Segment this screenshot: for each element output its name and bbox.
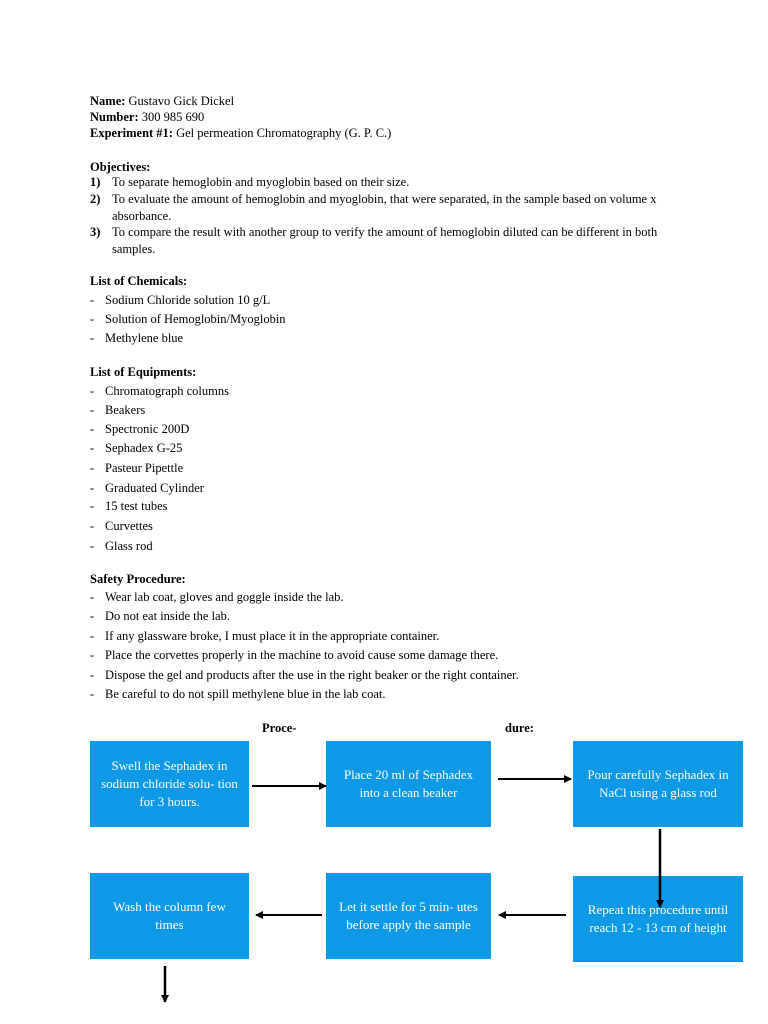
equipment-item: Curvettes bbox=[105, 519, 153, 533]
safety-item: Dispose the gel and products after the use in the right beaker or the right container. bbox=[105, 668, 519, 682]
procedure-heading-part2: dure: bbox=[505, 721, 534, 735]
equipment-item: Sephadex G-25 bbox=[105, 441, 183, 455]
list-item: - Glass rod bbox=[90, 539, 153, 553]
list-item: - Curvettes bbox=[90, 519, 153, 533]
flow-step-text: Let it settle for 5 min- utes before apply the sample bbox=[339, 899, 478, 932]
list-item: - Sephadex G-25 bbox=[90, 441, 183, 455]
list-item: - Dispose the gel and products after the use in the right beaker or the right container. bbox=[90, 668, 519, 682]
safety-item: Wear lab coat, gloves and goggle inside the lab. bbox=[105, 590, 344, 604]
equipment-item: Graduated Cylinder bbox=[105, 481, 204, 495]
chemical-item: Methylene blue bbox=[105, 331, 184, 345]
chemicals-heading: List of Chemicals: bbox=[90, 274, 188, 288]
procedure-heading-part1: Proce- bbox=[262, 721, 297, 735]
equipment-item: Spectronic 200D bbox=[105, 422, 190, 436]
list-item: - Wear lab coat, gloves and goggle inside the lab. bbox=[90, 590, 344, 604]
equipment-item: Pasteur Pipettle bbox=[105, 461, 184, 475]
flow-step-text: Swell the Sephadex in sodium chloride solu- tion for 3 hours. bbox=[101, 758, 238, 809]
equipment-item: 15 test tubes bbox=[105, 499, 168, 513]
list-item: - Pasteur Pipettle bbox=[90, 461, 184, 475]
flow-step-text: Repeat this procedure until reach 12 - 13 cm of height bbox=[587, 902, 729, 935]
objective-number: 1) bbox=[90, 175, 101, 189]
objective-text: To separate hemoglobin and myoglobin based on their size. bbox=[112, 175, 410, 189]
list-item: - 15 test tubes bbox=[90, 499, 168, 513]
name-label: Name: bbox=[90, 94, 126, 108]
flow-step-text: Wash the column few times bbox=[113, 899, 226, 932]
experiment-value: Gel permeation Chromatography (G. P. C.) bbox=[176, 126, 392, 140]
equipment-item: Chromatograph columns bbox=[105, 384, 229, 398]
safety-item: Be careful to do not spill methylene blue in the lab coat. bbox=[105, 687, 386, 701]
list-item: - Be careful to do not spill methylene blue in the lab coat. bbox=[90, 687, 386, 701]
list-item: - Graduated Cylinder bbox=[90, 481, 204, 495]
number-value: 300 985 690 bbox=[141, 110, 205, 124]
safety-item: Place the corvettes properly in the machine to avoid cause some damage there. bbox=[105, 648, 499, 662]
list-item: - Methylene blue bbox=[90, 331, 184, 345]
objective-number: 2) bbox=[90, 192, 101, 206]
equipments-heading: List of Equipments: bbox=[90, 365, 197, 379]
chemical-item: Solution of Hemoglobin/Myoglobin bbox=[105, 312, 286, 326]
list-item: - Sodium Chloride solution 10 g/L bbox=[90, 293, 271, 307]
list-item: - Beakers bbox=[90, 403, 146, 417]
equipment-item: Beakers bbox=[105, 403, 146, 417]
safety-item: If any glassware broke, I must place it in the appropriate container. bbox=[105, 629, 440, 643]
experiment-label: Experiment #1: bbox=[90, 126, 173, 140]
list-item: - Chromatograph columns bbox=[90, 384, 229, 398]
list-item: - Spectronic 200D bbox=[90, 422, 190, 436]
objective-text: To compare the result with another group to verify the amount of hemoglobin diluted can be different in both samples. bbox=[112, 225, 658, 256]
name-value: Gustavo Gick Dickel bbox=[128, 94, 235, 108]
list-item: - If any glassware broke, I must place it in the appropriate container. bbox=[90, 629, 440, 643]
number-label: Number: bbox=[90, 110, 139, 124]
objectives-heading: Objectives: bbox=[90, 160, 151, 174]
equipment-item: Glass rod bbox=[105, 539, 153, 553]
list-item: - Place the corvettes properly in the machine to avoid cause some damage there. bbox=[90, 648, 499, 662]
objective-text: To evaluate the amount of hemoglobin and myoglobin, that were separated, in the sample based on volume x absorbance. bbox=[112, 192, 657, 223]
objective-number: 3) bbox=[90, 225, 101, 239]
flow-step-text: Pour carefully Sephadex in NaCl using a glass rod bbox=[587, 767, 729, 800]
safety-item: Do not eat inside the lab. bbox=[105, 609, 230, 623]
list-item: - Do not eat inside the lab. bbox=[90, 609, 230, 623]
list-item: - Solution of Hemoglobin/Myoglobin bbox=[90, 312, 286, 326]
chemical-item: Sodium Chloride solution 10 g/L bbox=[105, 293, 271, 307]
safety-heading: Safety Procedure: bbox=[90, 572, 186, 586]
flow-step-text: Place 20 ml of Sephadex into a clean beaker bbox=[343, 767, 474, 800]
